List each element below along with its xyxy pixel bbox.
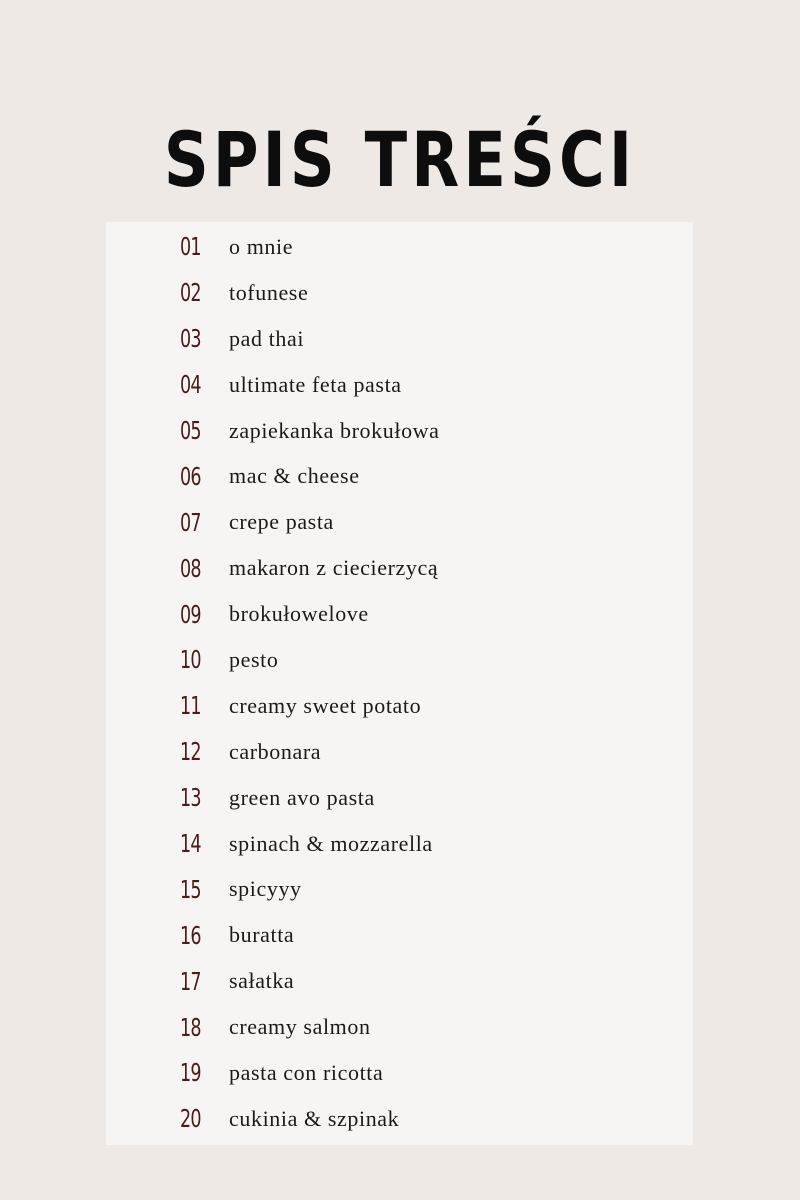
toc-item-01[interactable]	[106, 224, 693, 270]
toc-item-14[interactable]	[106, 821, 693, 867]
toc-item-17[interactable]	[106, 958, 693, 1004]
toc-number: 05	[180, 416, 201, 445]
toc-number: 07	[180, 507, 201, 537]
toc-label: cukinia & szpinak	[229, 1105, 400, 1131]
toc-label: buratta	[229, 922, 295, 948]
toc-label: ultimate feta pasta	[229, 371, 402, 397]
toc-item-04[interactable]	[106, 362, 693, 408]
toc-label: o mnie	[229, 233, 294, 259]
toc-item-07[interactable]	[106, 499, 693, 545]
toc-number: 08	[180, 553, 201, 583]
toc-item-09[interactable]	[106, 591, 693, 637]
toc-number: 16	[180, 920, 201, 950]
toc-item-10[interactable]	[106, 637, 693, 683]
toc-label: tofunese	[229, 279, 309, 305]
toc-label: carbonara	[229, 738, 322, 764]
toc-item-03[interactable]	[106, 316, 693, 362]
toc-list	[106, 224, 693, 1142]
toc-number: 17	[180, 966, 201, 996]
toc-number: 06	[180, 461, 201, 491]
toc-item-11[interactable]	[106, 683, 693, 729]
toc-label: green avo pasta	[229, 784, 375, 810]
toc-item-15[interactable]	[106, 866, 693, 912]
toc-item-08[interactable]	[106, 545, 693, 591]
toc-label: pad thai	[229, 325, 305, 351]
toc-number: 12	[180, 737, 201, 767]
toc-number: 15	[180, 874, 201, 904]
toc-number: 20	[180, 1104, 201, 1134]
toc-number: 11	[180, 691, 201, 721]
toc-panel	[106, 222, 693, 1145]
toc-label: pesto	[229, 646, 279, 672]
toc-number: 19	[180, 1058, 201, 1088]
toc-item-19[interactable]	[106, 1050, 693, 1096]
toc-label: zapiekanka brokułowa	[229, 417, 440, 443]
toc-item-06[interactable]	[106, 453, 693, 499]
toc-item-12[interactable]	[106, 729, 693, 775]
toc-label: mac & cheese	[229, 463, 360, 489]
toc-label: crepe pasta	[229, 509, 334, 535]
toc-item-05[interactable]	[106, 408, 693, 454]
toc-label: sałatka	[229, 968, 295, 994]
toc-number: 09	[180, 599, 201, 629]
toc-number: 14	[180, 829, 201, 859]
toc-label: makaron z ciecierzycą	[229, 555, 439, 581]
page-title: SPIS TREŚCI	[163, 115, 637, 204]
toc-item-16[interactable]	[106, 912, 693, 958]
toc-number: 02	[180, 278, 201, 308]
toc-label: creamy sweet potato	[229, 692, 422, 718]
toc-item-18[interactable]	[106, 1004, 693, 1050]
toc-item-02[interactable]	[106, 270, 693, 316]
toc-label: pasta con ricotta	[229, 1059, 384, 1085]
toc-number: 03	[180, 324, 201, 354]
toc-number: 13	[180, 783, 201, 813]
toc-label: creamy salmon	[229, 1014, 371, 1040]
toc-number: 04	[180, 370, 201, 400]
toc-item-20[interactable]	[106, 1096, 693, 1142]
toc-label: brokułowelove	[229, 601, 369, 627]
toc-number: 18	[180, 1012, 201, 1042]
toc-item-13[interactable]	[106, 775, 693, 821]
toc-label: spicyyy	[229, 876, 302, 902]
toc-number: 10	[180, 645, 201, 675]
toc-label: spinach & mozzarella	[229, 830, 433, 856]
toc-number: 01	[180, 232, 201, 262]
